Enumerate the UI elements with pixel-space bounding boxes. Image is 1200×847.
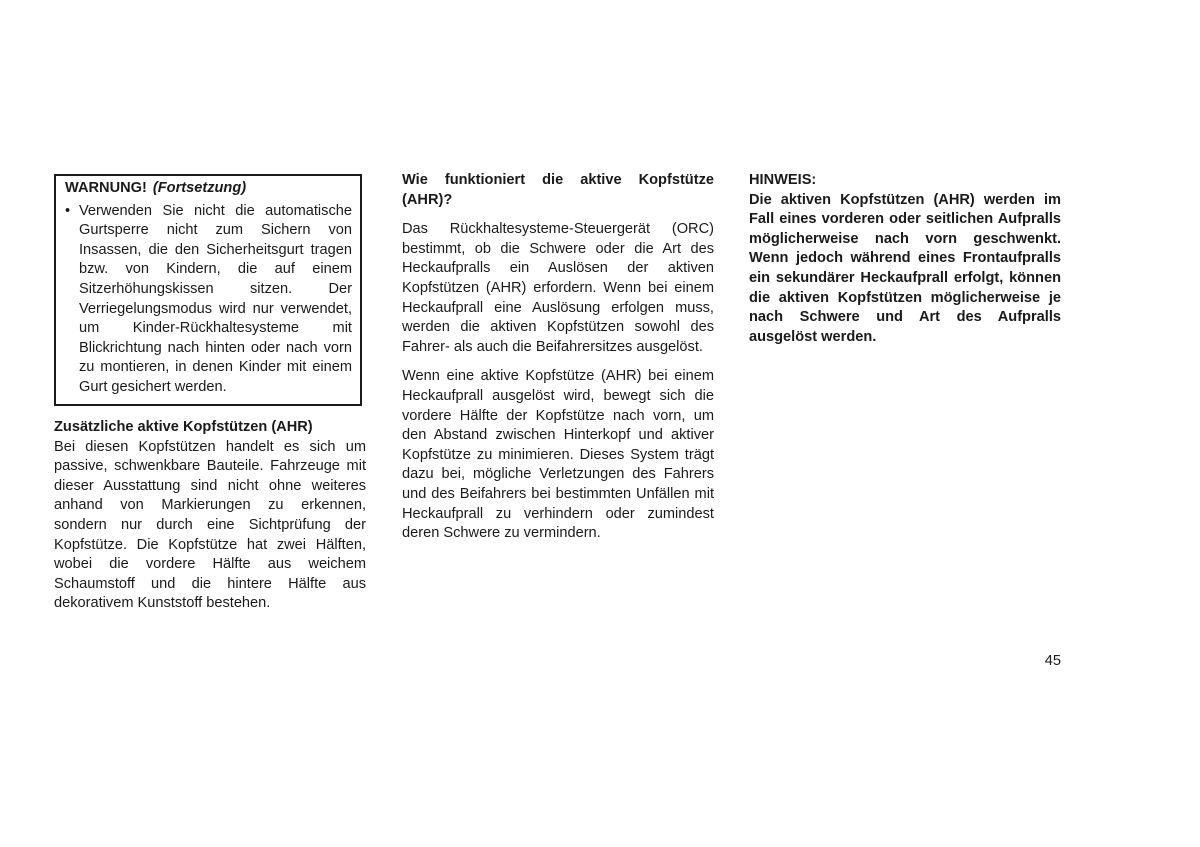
how-paragraph-2: Wenn eine aktive Kopfstütze (AHR) bei einem Heckaufprall ausgelöst wird, bewegt sich die vordere Hälfte der Kopfstütze nach vorn, um den Abstand zwischen Hinterkopf und aktiver Kopfstütze zu minimieren. Dieses System trägt dazu bei, mögliche Verletzungen des Fahrers und des Beifahrers bei bestimmten Unfällen mit Heckaufprall zu verhindern oder zumindest deren Schwere zu vermindern. bbox=[402, 368, 714, 542]
ahr-heading: Zusätzliche aktive Kopfstützen (AHR) bbox=[54, 419, 313, 435]
note-text: Die aktiven Kopfstützen (AHR) werden im Fall eines vorderen oder seitlichen Aufpralls möglicherweise nach vorn geschwenkt. Wenn jedoch während eines Frontaufpralls ein sekundärer Heckaufprall erfolgt, können die aktiven Kopfstützen möglicherweise je nach Schwere und Art des Aufpralls ausgelöst werden. bbox=[749, 191, 1061, 345]
ahr-section bbox=[54, 418, 366, 614]
note-section bbox=[749, 171, 1061, 347]
warning-item-text: Verwenden Sie nicht die automatische Gurtsperre nicht zum Sichern von Insassen, die den Sicherheitsgurt tragen bzw. von Kindern, die auf einem Sitzerhöhungskissen sitzen. Der Verriegelungsmodus wird nur verwendet, um Kinder-Rückhaltesysteme mit Blickrichtung nach hinten oder nach vorn zu montieren, in denen Kinder mit einem Gurt gesichert werden. bbox=[79, 202, 352, 395]
how-paragraph-1: Das Rückhaltesysteme-Steuergerät (ORC) bestimmt, ob die Schwere oder die Art des Heckaufpralls ein Auslösen der aktiven Kopfstützen (AHR) erfordern. Wenn bei einem Heckaufprall eine Auslösung erfolgen muss, werden die aktiven Kopfstützen sowohl des Fahrer- als auch die Beifahrersitzes ausgelöst. bbox=[402, 221, 714, 355]
how-heading: Wie funktioniert die aktive Kopfstütze (AHR)? bbox=[402, 172, 714, 208]
bullet-icon: • bbox=[65, 202, 71, 219]
page-number: 45 bbox=[1044, 653, 1061, 669]
how-section bbox=[402, 171, 714, 544]
ahr-text: Bei diesen Kopfstützen handelt es sich um passive, schwenkbare Bauteile. Fahrzeuge mit dieser Ausstattung sind nicht ohne weiteres anhand von Markierungen zu erkennen, sondern nur durch eine Sichtprüfung der Kopfstütze. Die Kopfstütze hat zwei Hälften, wobei die vordere Hälfte aus weichem Schaumstoff und die hintere Hälfte aus dekorativem Kunststoff bestehen. bbox=[54, 438, 366, 612]
warning-continuation: (Fortsetzung) bbox=[152, 180, 247, 196]
warning-bullet-item bbox=[65, 202, 352, 398]
warning-box bbox=[54, 174, 362, 406]
note-heading: HINWEIS: bbox=[749, 172, 817, 188]
warning-label: WARNUNG! bbox=[65, 180, 147, 196]
warning-title bbox=[65, 179, 352, 199]
